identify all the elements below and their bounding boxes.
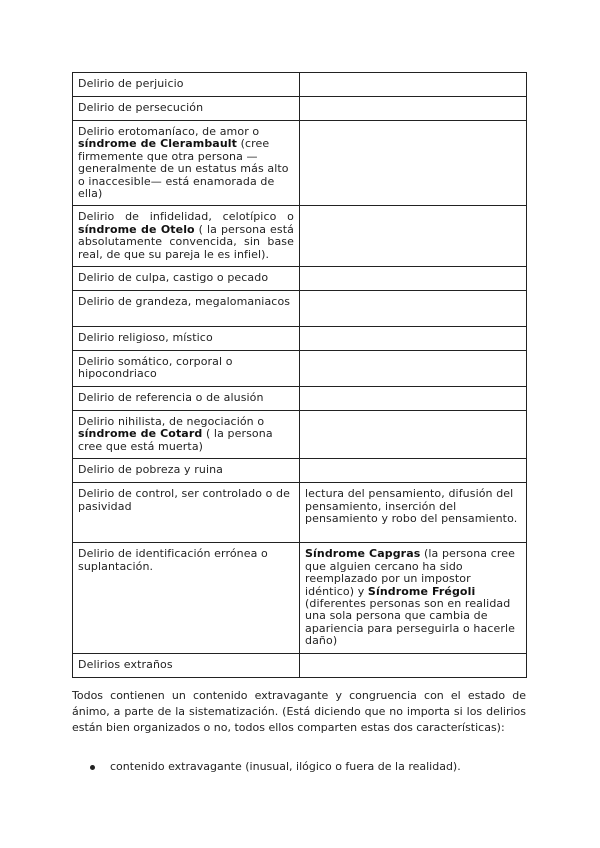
row-note <box>300 387 527 411</box>
row-label: Delirio de referencia o de alusión <box>73 387 300 411</box>
row-label: Delirio somático, corporal o hipocondriaco <box>73 351 300 387</box>
summary-paragraph: Todos contienen un contenido extravagante y congruencia con el estado de ánimo, a parte de la sistematización. (Está diciendo que no importa si los delirios están bien organizados o no, todos ellos comparten estas dos características): <box>72 689 526 734</box>
label-text: ( la persona cree que está muerta) <box>78 427 273 453</box>
label-text: (cree firmemente que otra persona —generalmente de un estatus más alto o inaccesible— está enamorada de ella) <box>78 137 289 201</box>
note-text: (diferentes personas son en realidad una sola persona que cambia de apariencia para perseguirla o hacerle daño) <box>305 596 516 648</box>
syndrome-name: Síndrome Frégoli <box>367 584 476 598</box>
row-label <box>73 121 300 206</box>
table-row <box>73 97 527 121</box>
table-row <box>73 291 527 327</box>
label-text: ( la persona está absolutamente convencida, sin base real, de que su pareja le es infiel). <box>78 222 294 261</box>
table-row <box>73 121 527 206</box>
table-row <box>73 327 527 351</box>
table-row <box>73 653 527 677</box>
row-label: Delirio religioso, místico <box>73 327 300 351</box>
syndrome-name: síndrome de Clerambault <box>78 137 237 151</box>
table-row <box>73 411 527 459</box>
syndrome-name: Síndrome Capgras <box>305 547 421 561</box>
table-row <box>73 206 527 267</box>
row-label: Delirio de pobreza y ruina <box>73 459 300 483</box>
row-note <box>300 97 527 121</box>
table-row <box>73 267 527 291</box>
row-label: Delirio de culpa, castigo o pecado <box>73 267 300 291</box>
table-row <box>73 543 527 653</box>
bullet-list <box>72 759 526 775</box>
table-row <box>73 483 527 543</box>
label-text: Delirio nihilista, de negociación o <box>78 415 265 429</box>
table-row <box>73 459 527 483</box>
row-note <box>300 291 527 327</box>
row-label <box>73 411 300 459</box>
row-label: Delirio de perjuicio <box>73 73 300 97</box>
row-label <box>73 206 300 267</box>
note-text: (la persona cree que alguien cercano ha sido reemplazado por un impostor idéntico) y <box>305 547 515 598</box>
row-note <box>300 653 527 677</box>
row-label: Delirio de persecución <box>73 97 300 121</box>
table-row <box>73 73 527 97</box>
label-text: Delirio de infidelidad, celotípico o <box>78 210 294 224</box>
label-text: Delirio erotomaníaco, de amor o <box>78 125 260 138</box>
table-row <box>73 387 527 411</box>
row-note <box>300 351 527 387</box>
row-note <box>300 543 527 653</box>
syndrome-name: síndrome de Cotard <box>78 427 203 441</box>
row-note <box>300 327 527 351</box>
list-item <box>72 759 526 775</box>
row-note <box>300 459 527 483</box>
row-note <box>300 73 527 97</box>
row-label: Delirio de control, ser controlado o de pasividad <box>73 483 300 543</box>
row-note: lectura del pensamiento, difusión del pensamiento, inserción del pensamiento y robo del pensamiento. <box>300 483 527 543</box>
delirios-table <box>72 72 527 678</box>
row-label: Delirios extraños <box>73 653 300 677</box>
syndrome-name: síndrome de Otelo <box>78 222 195 236</box>
row-note <box>300 206 527 267</box>
row-label: Delirio de grandeza, megalomaniacos <box>73 291 300 327</box>
bullet-icon <box>90 765 95 770</box>
bullet-text: contenido extravagante (inusual, ilógico o fuera de la realidad). <box>110 760 461 773</box>
row-note <box>300 121 527 206</box>
row-note <box>300 267 527 291</box>
row-label: Delirio de identificación errónea o suplantación. <box>73 543 300 653</box>
row-note <box>300 411 527 459</box>
table-row <box>73 351 527 387</box>
